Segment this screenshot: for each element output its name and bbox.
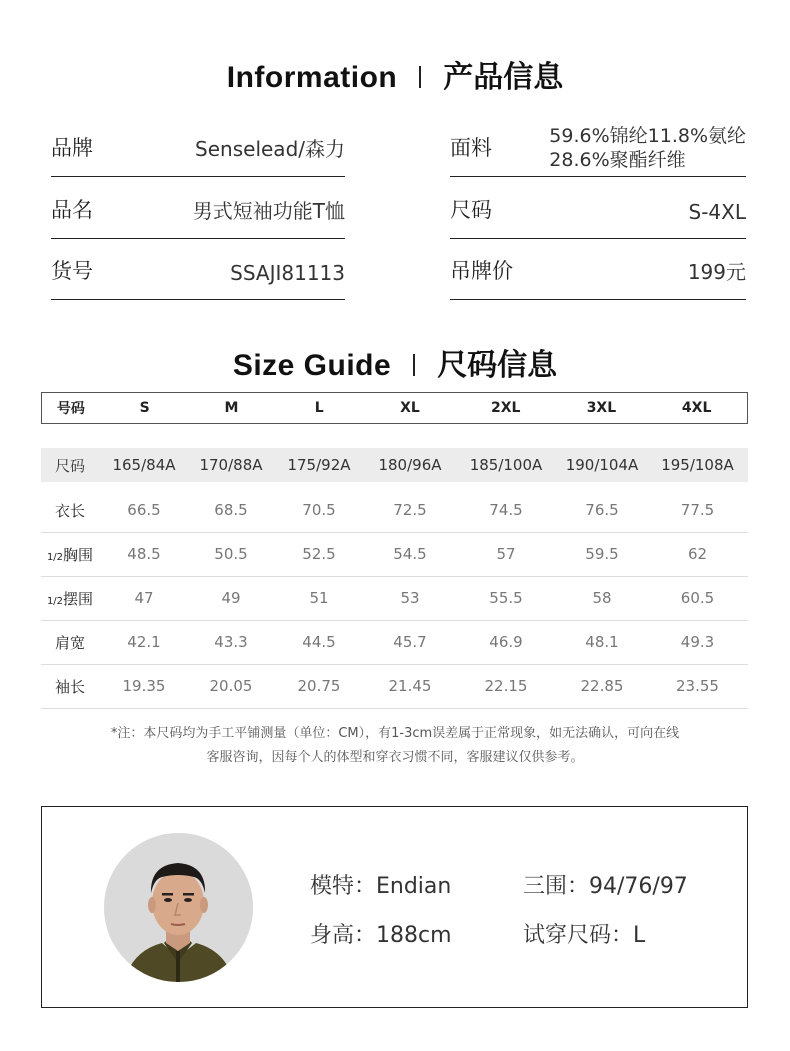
size-guide-title-en: Size Guide: [232, 349, 392, 382]
info-row-product-name: [51, 176, 345, 239]
table-row: [41, 620, 748, 665]
table-cell: 76.5: [585, 501, 619, 519]
table-row: [41, 488, 748, 533]
table-cell: 54.5: [393, 545, 427, 563]
table-cell: 尺码: [54, 456, 85, 475]
table-cell: 70.5: [302, 501, 336, 519]
note-line-1: *注：本尺码均为手工平铺测量（单位：CM），有1-3cm误差属于正常现象，如无法确认，可向在线: [110, 726, 680, 741]
info-label: 吊牌价: [450, 259, 513, 283]
table-cell: 170/88A: [199, 456, 263, 474]
fabric-line-2: 28.6%聚酯纤维: [549, 149, 686, 171]
table-cell: 190/104A: [565, 456, 639, 474]
table-row: [41, 532, 748, 577]
table-cell: 60.5: [680, 589, 715, 607]
table-cell: 23.55: [676, 677, 719, 695]
table-cell: 48.5: [127, 545, 161, 563]
table-cell: 62: [687, 545, 708, 563]
row-label: 1/2胸围: [46, 545, 94, 564]
info-row-item-number: [51, 237, 345, 300]
info-row-brand: [51, 114, 345, 177]
table-cell: 19.35: [122, 677, 166, 695]
table-cell: 51: [309, 589, 329, 607]
information-title: [0, 52, 790, 96]
table-cell: 48.1: [585, 633, 619, 651]
table-cell: 185/100A: [469, 456, 543, 474]
info-value: Senselead/森力: [195, 137, 345, 161]
info-row-price: [450, 237, 746, 300]
table-cell: 22.85: [580, 677, 624, 695]
model-measurements: 三围：94/76/97: [523, 874, 688, 899]
table-cell: 55.5: [489, 589, 523, 607]
model-height: 身高：188cm: [310, 923, 452, 948]
header-cell: 4XL: [681, 400, 712, 416]
table-header-row: [41, 392, 748, 424]
header-cell: L: [314, 400, 324, 416]
row-label: 肩宽: [54, 633, 85, 652]
model-avatar: [104, 833, 253, 982]
table-cell: 77.5: [680, 501, 715, 519]
measurement-note: [0, 722, 790, 770]
row-label: 1/2摆围: [46, 589, 94, 608]
row-label: 袖长: [54, 677, 85, 696]
table-cell: 58: [592, 589, 612, 607]
info-label: 品牌: [51, 136, 93, 160]
information-title-zh: 产品信息: [443, 60, 564, 95]
header-cell: M: [224, 400, 239, 416]
fabric-line-1: 59.6%锦纶11.8%氨纶: [549, 125, 746, 147]
header-cell: 号码: [56, 401, 85, 417]
note-line-2: 客服咨询，因每个人的体型和穿衣习惯不同，客服建议仅供参考。: [206, 750, 584, 765]
table-cell: 45.7: [393, 633, 427, 651]
title-separator: [413, 354, 415, 376]
table-cell: 195/108A: [661, 456, 734, 474]
info-value: S-4XL: [688, 200, 746, 224]
table-row: [41, 664, 748, 709]
table-cell: 66.5: [127, 501, 161, 519]
table-cell: 49.3: [680, 633, 715, 651]
info-label: 货号: [51, 259, 93, 283]
info-row-size: [450, 176, 746, 239]
table-cell: 21.45: [388, 677, 432, 695]
header-cell: S: [139, 400, 150, 416]
model-size-worn: 试穿尺码：L: [523, 923, 646, 948]
information-title-en: Information: [226, 61, 398, 94]
header-cell: XL: [400, 400, 420, 416]
table-cell: 43.3: [214, 633, 248, 651]
table-cell: 57: [496, 545, 516, 563]
table-cell: 72.5: [393, 501, 427, 519]
table-cell: 20.05: [209, 677, 253, 695]
info-label: 品名: [51, 198, 93, 222]
table-cell: 53: [400, 589, 420, 607]
size-guide-title-zh: 尺码信息: [437, 348, 558, 383]
header-cell: 3XL: [586, 400, 617, 416]
info-value: 男式短袖功能T恤: [192, 199, 345, 223]
row-label: 衣长: [54, 501, 85, 520]
table-cell: 59.5: [585, 545, 619, 563]
table-cell: 42.1: [127, 633, 161, 651]
title-separator: [419, 66, 421, 88]
header-cell: 2XL: [490, 400, 521, 416]
model-name: 模特：Endian: [310, 874, 452, 899]
info-value: SSAJI81113: [230, 261, 345, 285]
model-info-box: [41, 806, 748, 1008]
table-cell: 165/84A: [112, 456, 176, 474]
table-cell: 46.9: [489, 633, 523, 651]
size-guide-title: [0, 340, 790, 384]
info-label: 面料: [450, 136, 492, 160]
info-value: [549, 124, 746, 172]
model-portrait-icon: [104, 833, 253, 982]
info-label: 尺码: [450, 198, 492, 222]
table-row: [41, 576, 748, 621]
table-cell: 50.5: [214, 545, 248, 563]
table-cell: 22.15: [484, 677, 528, 695]
table-cell: 68.5: [214, 501, 248, 519]
table-cell: 74.5: [489, 501, 523, 519]
table-cell: 47: [134, 589, 154, 607]
table-row-reference-size: [41, 448, 748, 482]
table-cell: 52.5: [302, 545, 336, 563]
info-value: 199元: [687, 260, 746, 284]
table-cell: 20.75: [297, 677, 341, 695]
table-cell: 180/96A: [378, 456, 442, 474]
table-cell: 49: [221, 589, 241, 607]
table-cell: 44.5: [302, 633, 336, 651]
info-row-fabric: [450, 114, 746, 177]
table-cell: 175/92A: [287, 456, 351, 474]
